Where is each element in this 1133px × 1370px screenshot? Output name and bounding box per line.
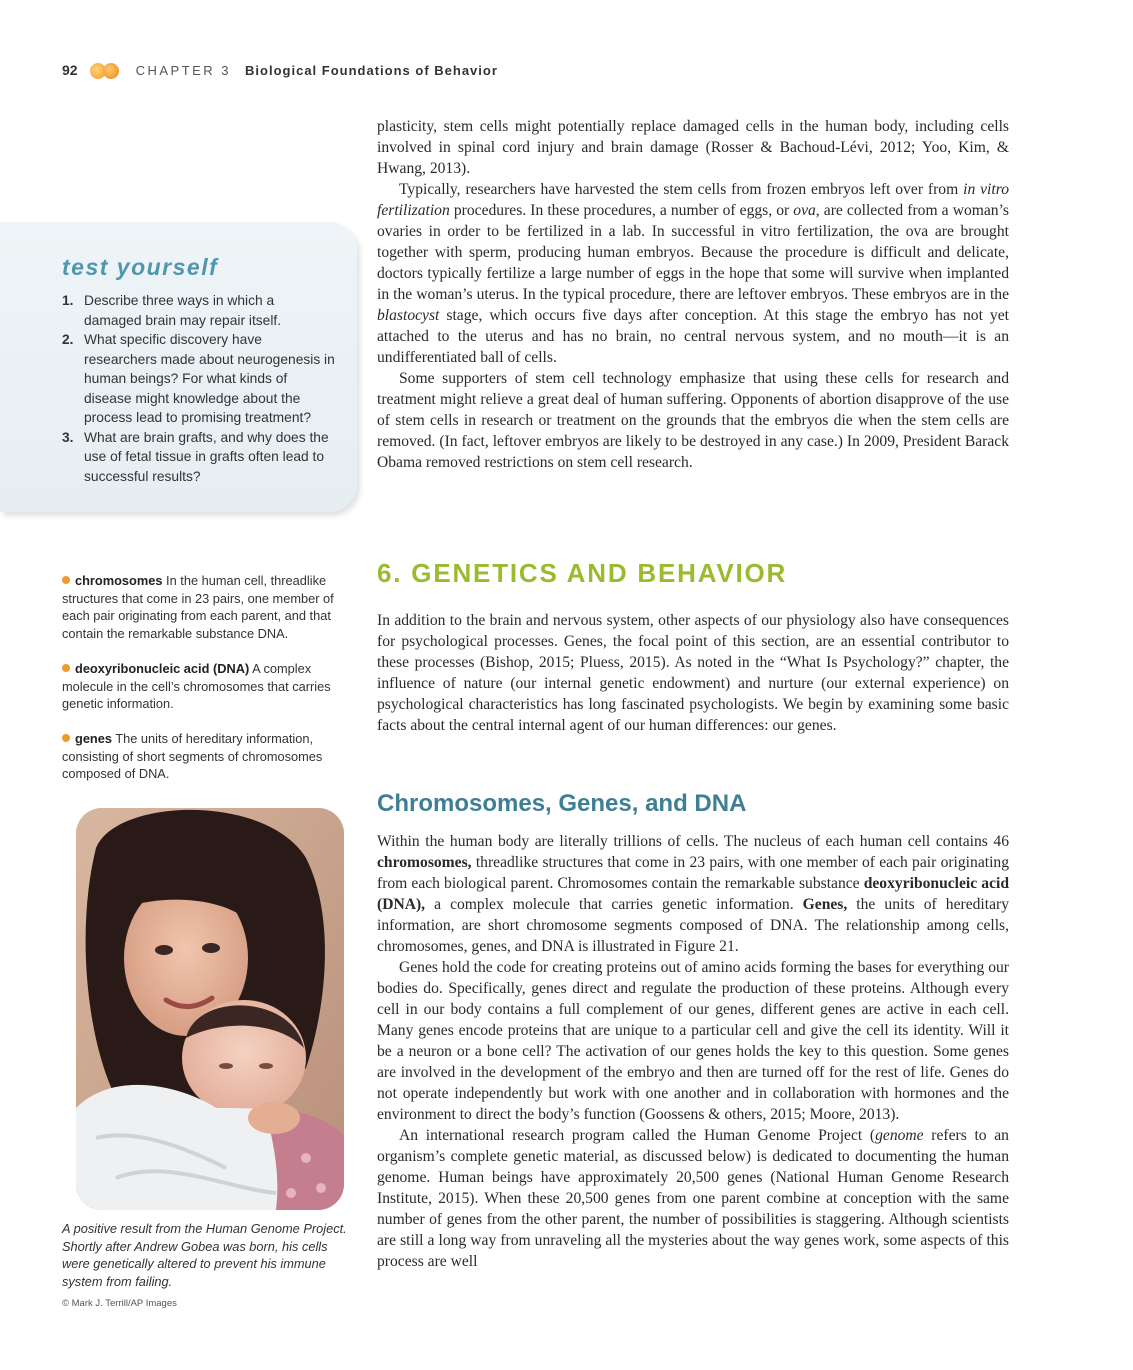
glossary-chromosomes: chromosomes In the human cell, threadlike structures that come in 23 pairs, one member of each pair originating from each parent, and that contain the remarkable substance DNA. <box>62 573 334 641</box>
bullet-dot-icon <box>62 734 70 742</box>
section-intro <box>377 610 1009 736</box>
running-header <box>62 58 498 82</box>
chromosome-paragraph: Within the human body are literally trillions of cells. The nucleus of each human cell contains 46 chromosomes, threadlike structures that come in 23 pairs, with one member of each pair originating from each biological parent. Chromosomes contain the remarkable substance deoxyribonucleic acid (DNA), a complex molecule that carries genetic information. Genes, the units of hereditary information, are short chromosome segments composed of DNA. The relationship among cells, chromosomes, genes, and DNA is illustrated in Figure 21. <box>377 833 1009 955</box>
paragraph: In addition to the brain and nervous system, other aspects of our physiology also have consequences for psychological processes. Genes, the focal point of this section, are an essential contributor to these processes (Bishop, 2015; Pluess, 2015). As noted in the “What Is Psychology?” chapter, the influence of nature (our internal genetic endowment) and nurture (our external experience) on psychological characteristics has long fascinated psychologists. We begin by examining some basic facts about the central internal agent of our human differences: our genes. <box>377 612 1009 734</box>
ivf-paragraph: Typically, researchers have harvested the stem cells from frozen embryos left over from in vitro fertilization procedures. In these procedures, a number of eggs, or ova, are collected from a woman’s ovaries in order to be fertilized in a lab. In successful in vitro fertilization, the ova are brought together with sperm, producing human embryos. Because the procedure is difficult and delicate, doctors typically fertilize a large number of eggs in the hope that some will survive when implanted in the woman’s uterus. In the typical procedure, there are leftover embryos. These embryos are in the blastocyst stage, which occurs five days after conception. At this stage the embryo has not yet attached to the uterus and has no brain, no central nervous system, and no mouth—it is an undifferentiated ball of cells. <box>377 181 1009 366</box>
intro-text <box>377 116 1009 473</box>
mother-baby-photo <box>76 808 344 1210</box>
chapter-logo-icon <box>88 60 124 80</box>
glossary-dna: deoxyribonucleic acid (DNA) A complex molecule in the cell’s chromosomes that carries genetic information. <box>62 661 331 711</box>
bullet-dot-icon <box>62 664 70 672</box>
chapter-label: CHAPTER 3 <box>135 62 232 78</box>
photo-credit: © Mark J. Terrill/AP Images <box>62 1298 177 1309</box>
genes-paragraph: Genes hold the code for creating proteins out of amino acids forming the bases for everything our bodies do. Specifically, genes direct and regulate the production of these proteins. Although every cell in our body contains a full complement of our genes, different genes are active in each cell. Many genes encode proteins that are unique to a particular cell and give the cell its identity. Will it be a neuron or a bone cell? The activation of our genes holds the key to this question. Some genes are involved in the development of the embryo and then are turned off for the rest of life. Genes do not operate independently but work with one another and in collaboration with hormones and the environment to direct the body’s function (Goossens & others, 2015; Moore, 2013). <box>377 959 1009 1123</box>
question-item: 3. What are brain grafts, and why does the use of fetal tissue in grafts often lead to successful results? <box>62 429 329 484</box>
question-item: 2. What specific discovery have researchers made about neurogenesis in human beings? For what kinds of disease might knowledge about the process lead to promising treatment? <box>62 332 335 425</box>
glossary-genes: genes The units of hereditary information, consisting of short segments of chromosomes composed of DNA. <box>62 731 323 781</box>
test-yourself-box <box>0 222 357 512</box>
page-number: 92 <box>62 62 78 78</box>
chapter-title: Biological Foundations of Behavior <box>245 62 498 78</box>
photo-caption: A positive result from the Human Genome Project. Shortly after Andrew Gobea was born, his cells were genetically altered to prevent his immune system from failing. <box>62 1221 347 1289</box>
bullet-dot-icon <box>62 576 70 584</box>
genome-paragraph: An international research program called the Human Genome Project (genome refers to an organism’s complete genetic material, as discussed below) is dedicated to documenting the human genome. Human beings have approximately 20,500 genes (National Human Genome Research Institute, 2015). When these 20,500 genes from one parent combine at conception with the same number of genes from the other parent, the number of possibilities is staggering. Although scientists are still a long way from unraveling all the mysteries about the way genes work, some aspects of this process are well <box>377 1127 1009 1270</box>
chromosomes-text <box>377 831 1009 1272</box>
sub-heading: Chromosomes, Genes, and DNA <box>377 790 747 817</box>
test-yourself-title: test yourself <box>62 254 219 280</box>
question-item: 1. Describe three ways in which a damaged brain may repair itself. <box>62 293 282 328</box>
paragraph: Some supporters of stem cell technology emphasize that using these cells for research and treatment might relieve a great deal of human suffering. Opponents of abortion disapprove of the use of stem cells in research or treatment on the grounds that the embryos die when the stem cells are removed. (In fact, leftover embryos are likely to be destroyed in any case.) In 2009, President Barack Obama removed restrictions on stem cell research. <box>377 370 1009 471</box>
question-list <box>62 291 335 486</box>
paragraph: plasticity, stem cells might potentially replace damaged cells in the human body, including cells involved in spinal cord injury and brain damage (Rosser & Bachoud-Lévi, 2012; Yoo, Kim, & Hwang, 2013). <box>377 118 1009 177</box>
section-heading: 6. GENETICS AND BEHAVIOR <box>377 558 788 588</box>
